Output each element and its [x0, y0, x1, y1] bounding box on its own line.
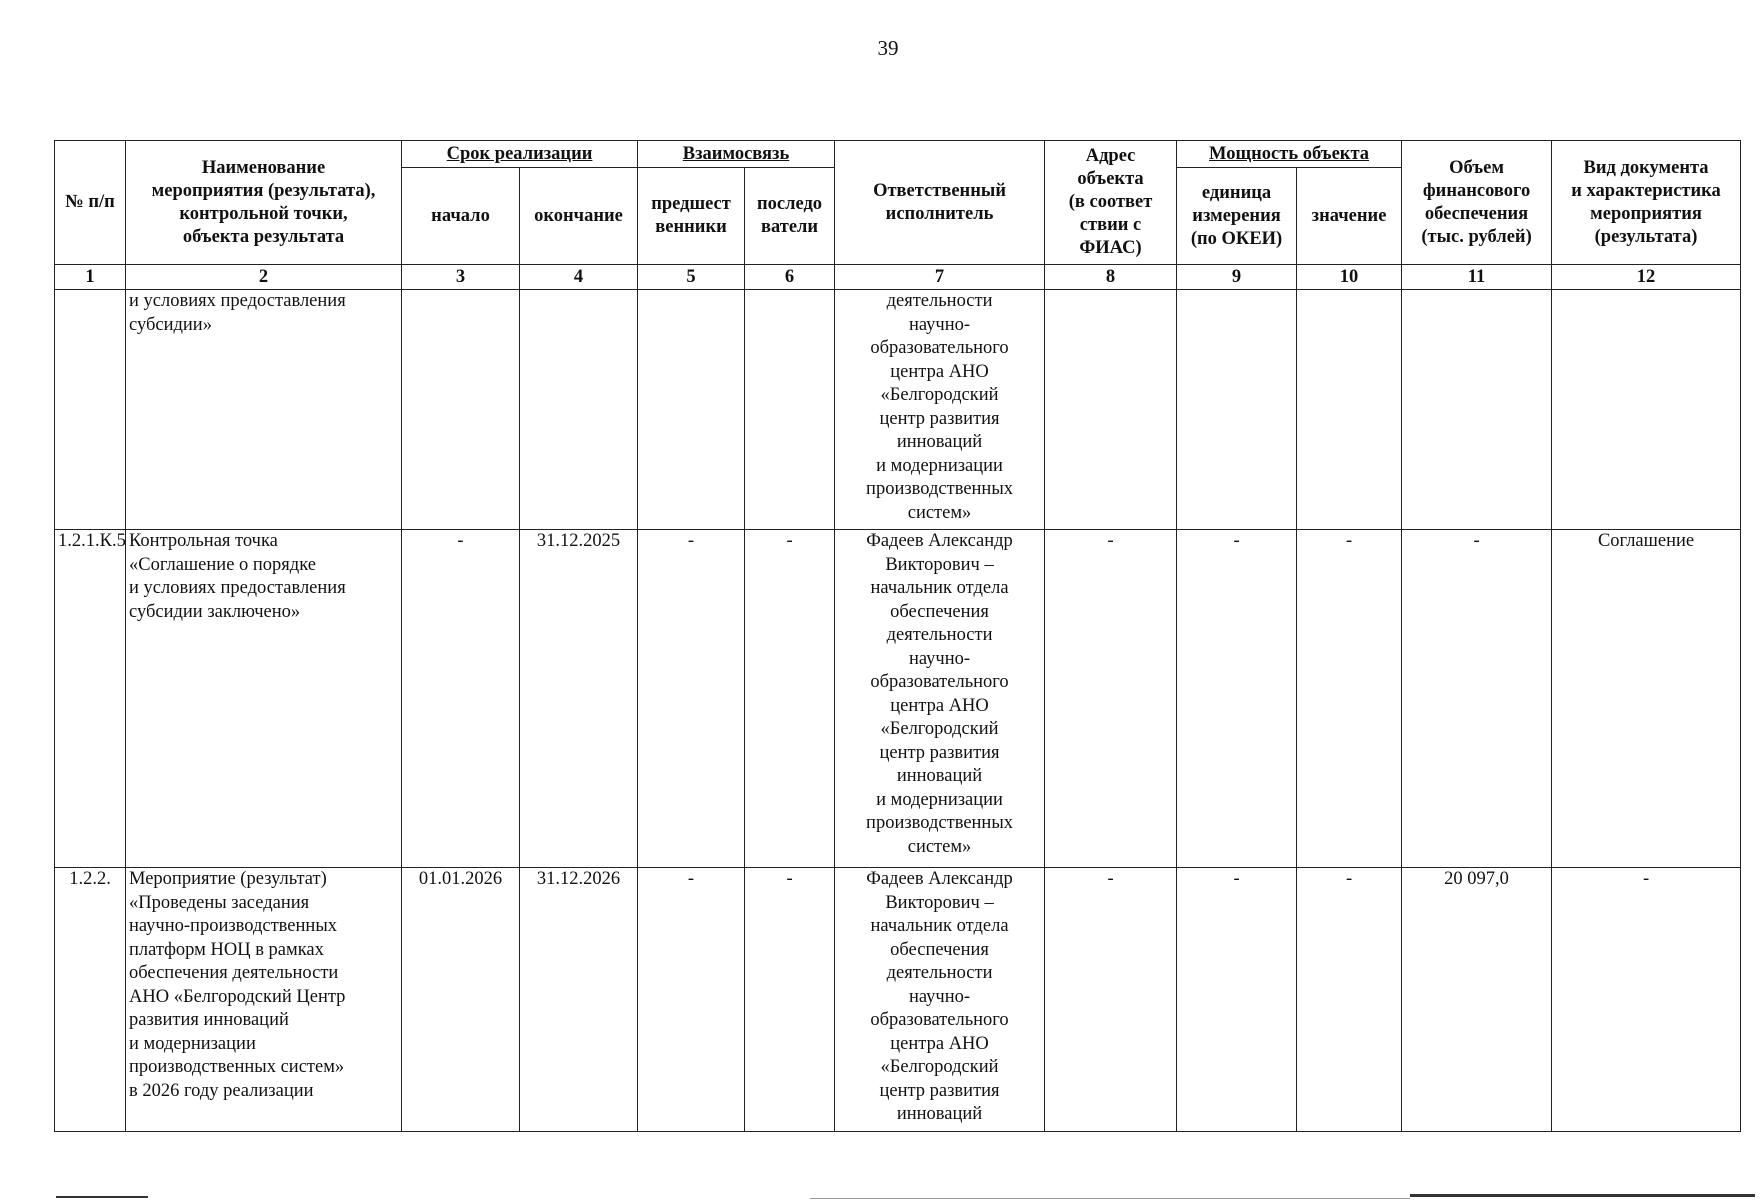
row-address [1045, 290, 1177, 530]
row-name: Мероприятие (результат) «Проведены заседания научно-производственных платформ НОЦ в рамках обеспечения деятельности АНО «Белгородский Центр развития инноваций и модернизации производственных систем» в 2026 году реализации [126, 868, 402, 1132]
row-pred: - [638, 868, 745, 1132]
row-num [55, 290, 126, 530]
scan-edge-line [56, 1196, 148, 1198]
col-number: 5 [638, 265, 745, 290]
header-successors: последо ватели [745, 168, 835, 265]
header-start: начало [402, 168, 520, 265]
col-number: 3 [402, 265, 520, 290]
header-name: Наименование мероприятия (результата), контрольной точки, объекта результата [126, 141, 402, 265]
table-row [55, 530, 1741, 868]
col-number: 9 [1177, 265, 1297, 290]
row-funding [1402, 290, 1552, 530]
row-unit: - [1177, 530, 1297, 868]
header-responsible: Ответственный исполнитель [835, 141, 1045, 265]
header-term-group: Срок реализации [402, 141, 638, 168]
row-start [402, 290, 520, 530]
table-row [55, 290, 1741, 530]
header-predecessors: предшест венники [638, 168, 745, 265]
row-funding: 20 097,0 [1402, 868, 1552, 1132]
row-doc [1552, 290, 1741, 530]
header-link-group: Взаимосвязь [638, 141, 835, 168]
table-row [55, 868, 1741, 1132]
row-value: - [1297, 530, 1402, 868]
row-pred: - [638, 530, 745, 868]
page-number: 39 [877, 36, 899, 60]
row-start: 01.01.2026 [402, 868, 520, 1132]
row-responsible: Фадеев Александр Викторович – начальник отдела обеспечения деятельности научно- образовательного центра АНО «Белгородский центр развития инноваций [835, 868, 1045, 1132]
row-funding: - [1402, 530, 1552, 868]
col-number: 6 [745, 265, 835, 290]
header-value: значение [1297, 168, 1402, 265]
col-number: 4 [520, 265, 638, 290]
row-responsible: деятельности научно- образовательного центра АНО «Белгородский центр развития инноваций и модернизации производственных систем» [835, 290, 1045, 530]
row-address: - [1045, 868, 1177, 1132]
row-succ: - [745, 530, 835, 868]
header-address: Адрес объекта (в соответ ствии с ФИАС) [1045, 141, 1177, 265]
header-unit: единица измерения (по ОКЕИ) [1177, 168, 1297, 265]
col-number: 10 [1297, 265, 1402, 290]
scan-edge-line [810, 1198, 1410, 1199]
header-doc: Вид документа и характеристика мероприятия (результата) [1552, 141, 1741, 265]
row-num: 1.2.2. [55, 868, 126, 1132]
row-value: - [1297, 868, 1402, 1132]
header-num: № п/п [55, 141, 126, 265]
row-succ [745, 290, 835, 530]
row-value [1297, 290, 1402, 530]
row-pred [638, 290, 745, 530]
row-unit [1177, 290, 1297, 530]
row-doc: Соглашение [1552, 530, 1741, 868]
row-end: 31.12.2025 [520, 530, 638, 868]
implementation-plan-table [54, 140, 1741, 1132]
col-number: 1 [55, 265, 126, 290]
row-end: 31.12.2026 [520, 868, 638, 1132]
header-funding: Объем финансового обеспечения (тыс. рублей) [1402, 141, 1552, 265]
row-unit: - [1177, 868, 1297, 1132]
col-number: 2 [126, 265, 402, 290]
col-number: 7 [835, 265, 1045, 290]
col-number: 12 [1552, 265, 1741, 290]
row-succ: - [745, 868, 835, 1132]
row-responsible: Фадеев Александр Викторович – начальник отдела обеспечения деятельности научно- образовательного центра АНО «Белгородский центр развития инноваций и модернизации производственных систем» [835, 530, 1045, 868]
row-num: 1.2.1.К.5 [55, 530, 126, 868]
col-number: 8 [1045, 265, 1177, 290]
col-number: 11 [1402, 265, 1552, 290]
scan-edge-line [1410, 1194, 1755, 1197]
row-address: - [1045, 530, 1177, 868]
row-end [520, 290, 638, 530]
row-name: и условиях предоставления субсидии» [126, 290, 402, 530]
header-end: окончание [520, 168, 638, 265]
row-name: Контрольная точка «Соглашение о порядке и условиях предоставления субсидии заключено» [126, 530, 402, 868]
row-doc: - [1552, 868, 1741, 1132]
header-capacity-group: Мощность объекта [1177, 141, 1402, 168]
row-start: - [402, 530, 520, 868]
